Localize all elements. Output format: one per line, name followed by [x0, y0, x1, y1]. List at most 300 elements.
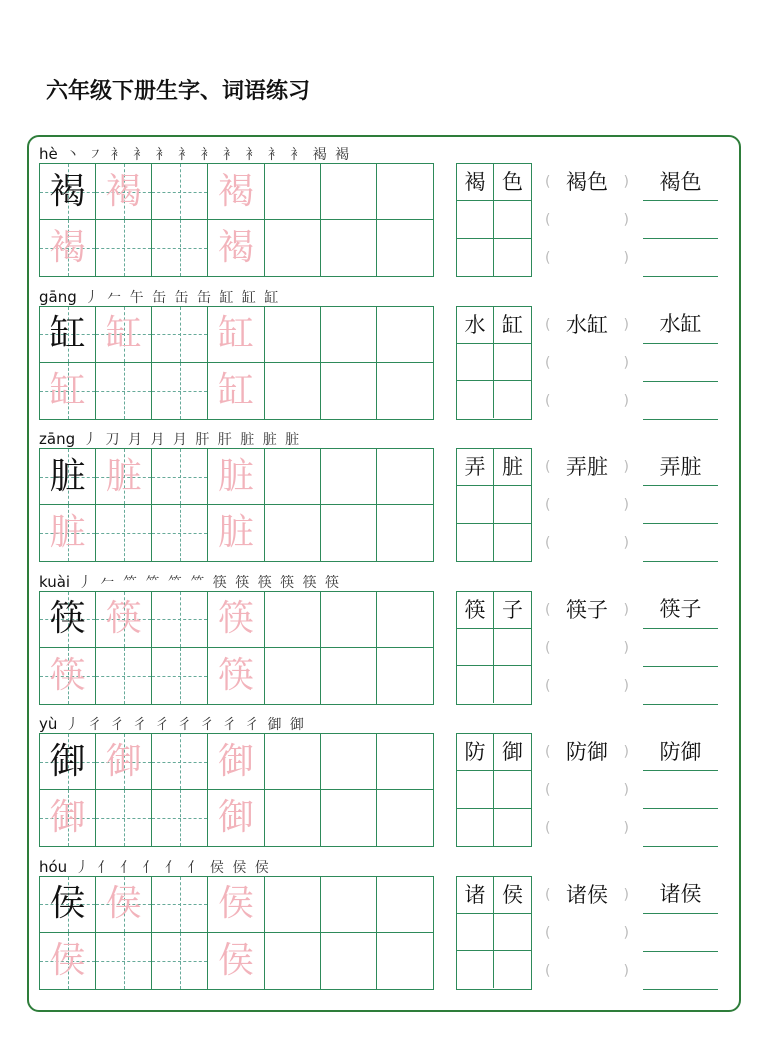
writing-cell[interactable]: [208, 449, 264, 505]
open-bracket: (: [545, 212, 551, 228]
word-cell: 诸: [457, 877, 494, 914]
close-bracket: ): [623, 820, 629, 836]
writing-cell[interactable]: [152, 734, 208, 790]
writing-cell[interactable]: [265, 363, 321, 419]
word-cell: 褐: [457, 164, 494, 201]
writing-cell[interactable]: [96, 933, 152, 989]
word-cell: 御: [494, 734, 531, 771]
writing-cell[interactable]: [377, 592, 433, 648]
writing-cell[interactable]: [40, 307, 96, 363]
word-cell[interactable]: [494, 201, 531, 238]
trace-character: 侯: [49, 939, 86, 981]
writing-cell[interactable]: [96, 220, 152, 276]
close-bracket: ): [623, 677, 629, 694]
word-char: 色: [680, 169, 702, 194]
word-grid: [456, 306, 532, 420]
bracket-answer[interactable]: [545, 524, 629, 562]
pinyin: zāng: [39, 430, 76, 448]
bracket-column: [545, 733, 629, 847]
word-cell[interactable]: [457, 344, 494, 381]
tianzige-grid: [39, 163, 434, 277]
answer-line[interactable]: [643, 486, 718, 524]
answer-line[interactable]: [643, 163, 718, 201]
open-bracket: (: [545, 924, 551, 941]
word-char: 诸: [566, 882, 587, 907]
writing-cell[interactable]: [40, 164, 96, 220]
writing-cell[interactable]: [96, 363, 152, 419]
reference-character: 缸: [49, 313, 86, 354]
close-bracket: ): [623, 601, 629, 618]
tianzige-grid: [39, 448, 434, 562]
word-cell[interactable]: [457, 629, 494, 666]
word-char: 色: [587, 170, 608, 194]
trace-character: 侯: [217, 939, 254, 981]
word-cell[interactable]: [494, 239, 531, 276]
writing-cell[interactable]: [321, 734, 377, 790]
reference-character: 脏: [49, 455, 86, 497]
close-bracket: ): [623, 354, 629, 371]
writing-cell[interactable]: [152, 449, 208, 505]
word-cell: 色: [494, 164, 531, 201]
writing-cell[interactable]: [265, 648, 321, 704]
answer-line[interactable]: [643, 771, 718, 809]
pinyin-line: [39, 146, 351, 162]
bracket-answer[interactable]: [545, 667, 629, 705]
bracket-answer[interactable]: [545, 201, 629, 239]
writing-cell[interactable]: [96, 449, 152, 505]
word: [660, 740, 702, 764]
writing-cell[interactable]: [265, 734, 321, 790]
trace-character: 脏: [105, 455, 142, 497]
word: [566, 170, 608, 194]
pinyin-line: [39, 289, 280, 305]
writing-cell[interactable]: [96, 592, 152, 648]
writing-cell[interactable]: [40, 505, 96, 561]
character-block: [39, 430, 739, 590]
writing-cell[interactable]: [152, 592, 208, 648]
writing-cell[interactable]: [208, 363, 264, 419]
open-bracket: (: [545, 962, 551, 979]
word: [660, 455, 702, 479]
writing-cell[interactable]: [265, 164, 321, 220]
close-bracket: ): [623, 392, 629, 409]
word: [566, 740, 608, 764]
word-cell[interactable]: [494, 951, 531, 988]
word: [660, 597, 702, 621]
word-grid: [456, 163, 532, 277]
trace-character: 筷: [217, 654, 254, 696]
close-bracket: ): [623, 212, 629, 228]
word-cell: 弄: [457, 449, 494, 486]
writing-cell[interactable]: [265, 790, 321, 846]
writing-cell[interactable]: [377, 790, 433, 846]
open-bracket: (: [545, 316, 551, 333]
word-cell[interactable]: [457, 951, 494, 988]
word-cell[interactable]: [457, 381, 494, 418]
writing-cell[interactable]: [152, 505, 208, 561]
writing-cell[interactable]: [152, 363, 208, 419]
writing-cell[interactable]: [152, 220, 208, 276]
bracket-column: [545, 306, 629, 420]
close-bracket: ): [623, 744, 629, 760]
writing-cell[interactable]: [377, 220, 433, 276]
writing-cell[interactable]: [265, 877, 321, 933]
writing-cell[interactable]: [321, 307, 377, 363]
word-cell[interactable]: [457, 666, 494, 703]
writing-cell[interactable]: [40, 877, 96, 933]
word-cell[interactable]: [494, 381, 531, 418]
open-bracket: (: [545, 174, 551, 190]
writing-cell[interactable]: [208, 790, 264, 846]
writing-cell[interactable]: [377, 877, 433, 933]
word-grid: [456, 733, 532, 847]
word-cell: 子: [494, 592, 531, 629]
character-block: [39, 287, 739, 448]
bracket-answer[interactable]: [545, 239, 629, 277]
bracket-column: [545, 876, 629, 990]
writing-cell[interactable]: [208, 648, 264, 704]
writing-cell[interactable]: [40, 449, 96, 505]
word: [566, 883, 608, 907]
word-char: 水: [566, 312, 587, 337]
stroke-order: 丶 ㇇ 衤 衤 衤 衤 衤 衤 衤 衤 衤 褐 褐: [65, 147, 352, 163]
word-cell[interactable]: [457, 201, 494, 238]
writing-cell[interactable]: [96, 790, 152, 846]
writing-cell[interactable]: [321, 592, 377, 648]
writing-cell[interactable]: [208, 933, 264, 989]
tianzige-grid: [39, 591, 434, 705]
writing-cell[interactable]: [40, 363, 96, 419]
writing-cell[interactable]: [208, 734, 264, 790]
word-cell[interactable]: [494, 486, 531, 523]
bracket-answer[interactable]: [545, 809, 629, 847]
writing-cell[interactable]: [321, 164, 377, 220]
writing-cell[interactable]: [377, 164, 433, 220]
bracket-answer[interactable]: [545, 952, 629, 990]
writing-cell[interactable]: [208, 592, 264, 648]
word-cell[interactable]: [494, 771, 531, 808]
close-bracket: ): [623, 497, 629, 513]
answer-line[interactable]: [643, 733, 718, 771]
word-cell[interactable]: [494, 666, 531, 703]
close-bracket: ): [623, 639, 629, 656]
answer-line[interactable]: [643, 201, 718, 239]
open-bracket: (: [545, 639, 551, 656]
writing-cell[interactable]: [152, 307, 208, 363]
writing-cell[interactable]: [152, 877, 208, 933]
open-bracket: (: [545, 782, 551, 798]
close-bracket: ): [623, 174, 629, 190]
word-grid: [456, 448, 532, 562]
writing-cell[interactable]: [208, 164, 264, 220]
word-cell[interactable]: [494, 914, 531, 951]
underline-column: [643, 591, 718, 705]
stroke-order: 丿 𠂉 午 缶 缶 缶 缸 缸 缸: [84, 289, 281, 306]
trace-character: 筷: [49, 654, 86, 696]
writing-cell[interactable]: [377, 505, 433, 561]
close-bracket: ): [623, 316, 629, 333]
word-char: 筷: [659, 597, 681, 621]
pinyin-line: [39, 431, 301, 447]
trace-character: 缸: [105, 313, 142, 354]
writing-cell[interactable]: [321, 505, 377, 561]
trace-character: 御: [217, 797, 254, 838]
word-char: 防: [659, 739, 681, 764]
trace-character: 褐: [217, 227, 254, 268]
open-bracket: (: [545, 820, 551, 836]
word-cell[interactable]: [457, 239, 494, 276]
word-cell: 侯: [494, 877, 531, 914]
word-char: 御: [680, 739, 702, 764]
tianzige-grid: [39, 306, 434, 420]
tianzige-grid: [39, 876, 434, 990]
word-char: 褐: [566, 170, 587, 194]
close-bracket: ): [623, 459, 629, 475]
stroke-order: 丿 彳 彳 彳 彳 彳 彳 彳 彳 御 御: [65, 717, 306, 733]
answer-line[interactable]: [643, 382, 718, 420]
word-cell[interactable]: [457, 771, 494, 808]
character-block: [39, 145, 739, 305]
pinyin-line: [39, 574, 341, 590]
close-bracket: ): [623, 962, 629, 979]
writing-cell[interactable]: [40, 648, 96, 704]
trace-character: 褐: [49, 227, 86, 268]
answer-line[interactable]: [643, 591, 718, 629]
writing-cell[interactable]: [377, 734, 433, 790]
writing-cell[interactable]: [321, 790, 377, 846]
word-cell[interactable]: [457, 486, 494, 523]
word-cell[interactable]: [457, 809, 494, 846]
bracket-answer[interactable]: [545, 344, 629, 382]
answer-line[interactable]: [643, 914, 718, 952]
writing-cell[interactable]: [152, 648, 208, 704]
writing-cell[interactable]: [40, 592, 96, 648]
trace-character: 缸: [49, 369, 86, 411]
word-char: 弄: [566, 455, 587, 479]
word-char: 弄: [659, 454, 681, 479]
writing-cell[interactable]: [208, 505, 264, 561]
reference-character: 御: [49, 740, 86, 782]
word-char: 褐: [659, 169, 681, 194]
writing-cell[interactable]: [321, 648, 377, 704]
word-cell[interactable]: [494, 344, 531, 381]
trace-character: 缸: [217, 313, 254, 354]
character-block: [39, 572, 739, 733]
writing-cell[interactable]: [96, 648, 152, 704]
stroke-order: 丿 刀 月 月 月 肝 肝 脏 脏 脏: [83, 432, 302, 448]
answer-line[interactable]: [643, 809, 718, 847]
answer-line[interactable]: [643, 524, 718, 562]
writing-cell[interactable]: [40, 790, 96, 846]
writing-cell[interactable]: [377, 648, 433, 704]
underline-column: [643, 306, 718, 420]
close-bracket: ): [623, 924, 629, 941]
close-bracket: ): [623, 250, 629, 266]
bracket-answer[interactable]: [545, 771, 629, 809]
word: [566, 455, 608, 479]
writing-cell[interactable]: [265, 449, 321, 505]
open-bracket: (: [545, 459, 551, 475]
trace-character: 侯: [217, 883, 254, 924]
page-title: 六年级下册生字、词语练习: [46, 79, 311, 104]
word-char: 缸: [587, 312, 608, 337]
writing-cell[interactable]: [377, 933, 433, 989]
word-char: 脏: [680, 454, 702, 479]
bracket-answer[interactable]: [545, 486, 629, 524]
writing-cell[interactable]: [40, 734, 96, 790]
word-char: 侯: [587, 882, 608, 907]
pinyin: yù: [39, 715, 58, 733]
writing-cell[interactable]: [152, 933, 208, 989]
pinyin-line: [39, 716, 306, 732]
writing-cell[interactable]: [96, 505, 152, 561]
bracket-answer[interactable]: [545, 629, 629, 667]
writing-cell[interactable]: [40, 220, 96, 276]
writing-cell[interactable]: [321, 933, 377, 989]
word-char: 侯: [680, 882, 702, 906]
open-bracket: (: [545, 535, 551, 551]
open-bracket: (: [545, 392, 551, 409]
word-cell: 防: [457, 734, 494, 771]
word-grid: [456, 591, 532, 705]
trace-character: 筷: [105, 598, 142, 639]
writing-cell[interactable]: [152, 164, 208, 220]
writing-cell[interactable]: [208, 220, 264, 276]
trace-character: 御: [49, 797, 86, 838]
word-cell[interactable]: [457, 524, 494, 561]
trace-character: 脏: [217, 512, 254, 553]
word: [660, 312, 702, 336]
writing-cell[interactable]: [265, 592, 321, 648]
reference-character: 侯: [49, 883, 86, 924]
answer-line[interactable]: [643, 448, 718, 486]
writing-cell[interactable]: [96, 877, 152, 933]
tianzige-grid: [39, 733, 434, 847]
word-char: 防: [566, 740, 587, 764]
underline-column: [643, 163, 718, 277]
word-cell[interactable]: [494, 524, 531, 561]
open-bracket: (: [545, 677, 551, 694]
writing-cell[interactable]: [265, 933, 321, 989]
bracket-column: [545, 163, 629, 277]
answer-line[interactable]: [643, 306, 718, 344]
writing-cell[interactable]: [321, 877, 377, 933]
word: [566, 598, 608, 622]
close-bracket: ): [623, 535, 629, 551]
writing-cell[interactable]: [208, 877, 264, 933]
answer-line[interactable]: [643, 667, 718, 705]
word-char: 缸: [680, 312, 702, 336]
writing-cell[interactable]: [96, 307, 152, 363]
word-char: 脏: [587, 455, 608, 479]
word-grid: [456, 876, 532, 990]
pinyin: hóu: [39, 857, 68, 876]
word-char: 子: [680, 597, 702, 621]
writing-cell[interactable]: [96, 734, 152, 790]
word-char: 子: [587, 597, 608, 622]
stroke-order: 丿 亻 亻 亻 亻 亻 侯 侯 侯: [75, 859, 271, 876]
answer-line[interactable]: [643, 629, 718, 667]
trace-character: 筷: [217, 598, 254, 639]
pinyin-line: [39, 859, 271, 875]
bracket-answer[interactable]: [545, 914, 629, 952]
trace-character: 御: [217, 740, 254, 782]
word-cell[interactable]: [494, 809, 531, 846]
close-bracket: ): [623, 886, 629, 903]
word-char: 诸: [659, 882, 681, 906]
writing-cell[interactable]: [265, 307, 321, 363]
stroke-order: 丿 𠂉 ⺮ ⺮ ⺮ ⺮ 筷 筷 筷 筷 筷 筷: [78, 574, 342, 591]
underline-column: [643, 876, 718, 990]
bracket-answer[interactable]: [545, 382, 629, 420]
writing-cell[interactable]: [377, 307, 433, 363]
open-bracket: (: [545, 250, 551, 266]
word-cell: 缸: [494, 307, 531, 344]
writing-cell[interactable]: [96, 164, 152, 220]
trace-character: 褐: [105, 170, 142, 212]
word-cell: 脏: [494, 449, 531, 486]
writing-cell[interactable]: [265, 220, 321, 276]
word-char: 筷: [566, 597, 587, 622]
writing-cell[interactable]: [321, 449, 377, 505]
word-char: 水: [659, 312, 681, 336]
answer-line[interactable]: [643, 952, 718, 990]
word: [566, 313, 608, 337]
open-bracket: (: [545, 744, 551, 760]
word-cell[interactable]: [457, 914, 494, 951]
underline-column: [643, 733, 718, 847]
word: [660, 882, 702, 906]
trace-character: 御: [105, 740, 142, 782]
open-bracket: (: [545, 354, 551, 371]
answer-line[interactable]: [643, 344, 718, 382]
writing-cell[interactable]: [265, 505, 321, 561]
bracket-column: [545, 591, 629, 705]
writing-cell[interactable]: [321, 363, 377, 419]
word: [660, 170, 702, 194]
trace-character: 脏: [49, 512, 86, 553]
open-bracket: (: [545, 601, 551, 618]
bracket-column: [545, 448, 629, 562]
character-block: [39, 715, 739, 875]
character-block: [39, 857, 739, 1018]
writing-cell[interactable]: [377, 449, 433, 505]
trace-character: 缸: [217, 369, 254, 411]
reference-character: 筷: [49, 598, 86, 639]
answer-line[interactable]: [643, 876, 718, 914]
trace-character: 褐: [217, 170, 254, 212]
writing-cell[interactable]: [40, 933, 96, 989]
reference-character: 褐: [49, 170, 86, 212]
trace-character: 侯: [105, 883, 142, 924]
close-bracket: ): [623, 782, 629, 798]
answer-line[interactable]: [643, 239, 718, 277]
pinyin: gāng: [39, 287, 77, 306]
word-cell: 水: [457, 307, 494, 344]
trace-character: 脏: [217, 455, 254, 497]
writing-cell[interactable]: [321, 220, 377, 276]
writing-cell[interactable]: [152, 790, 208, 846]
pinyin: hè: [39, 145, 58, 163]
open-bracket: (: [545, 497, 551, 513]
pinyin: kuài: [39, 572, 71, 591]
word-cell[interactable]: [494, 629, 531, 666]
underline-column: [643, 448, 718, 562]
writing-cell[interactable]: [377, 363, 433, 419]
writing-cell[interactable]: [208, 307, 264, 363]
open-bracket: (: [545, 886, 551, 903]
word-cell: 筷: [457, 592, 494, 629]
